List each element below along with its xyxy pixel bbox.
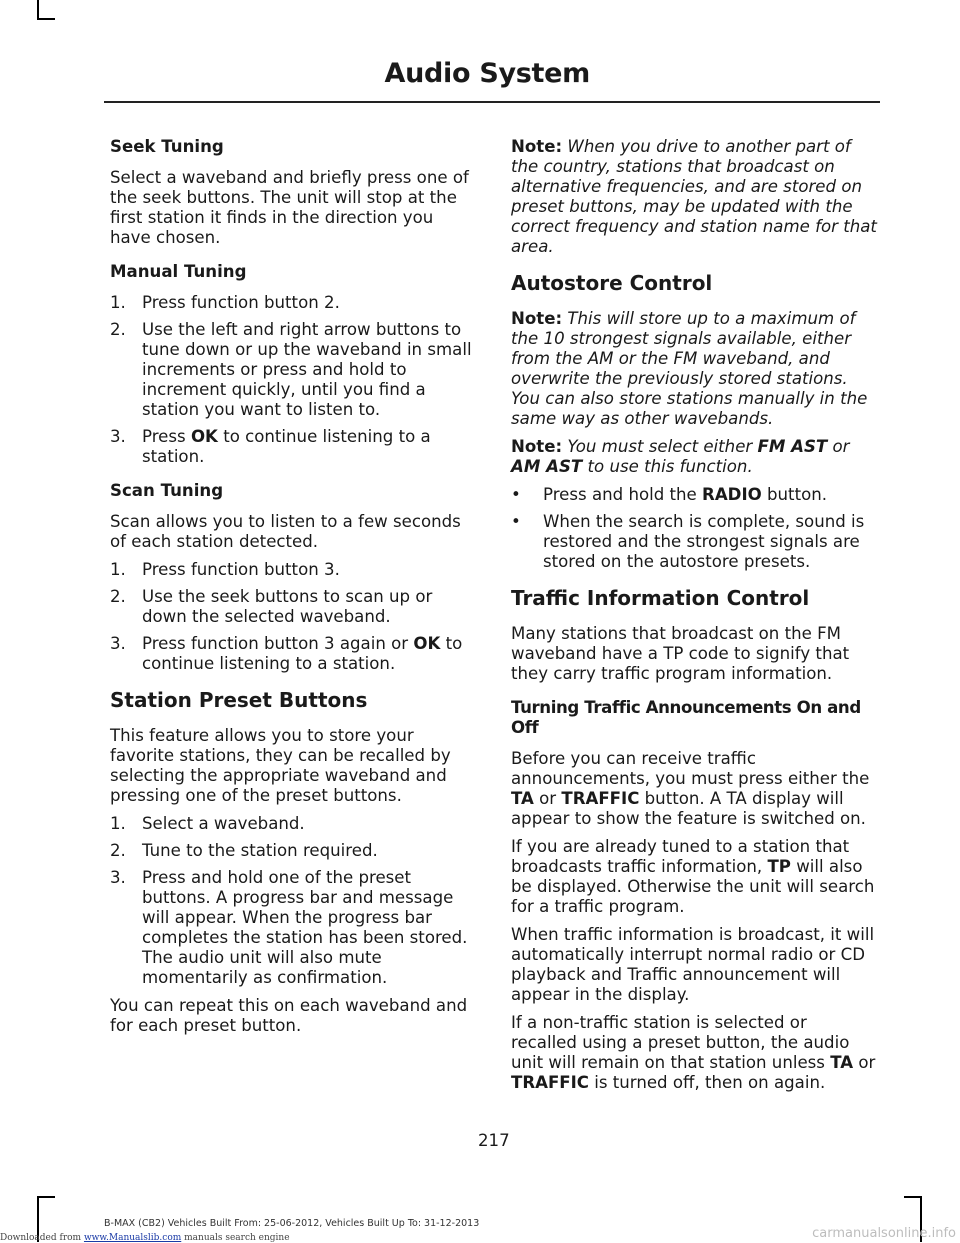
list-item bbox=[511, 485, 877, 505]
manual-tuning-heading: Manual Tuning bbox=[110, 262, 247, 281]
list-item bbox=[110, 634, 476, 674]
step-number: 2. bbox=[110, 587, 126, 606]
step-number: 2. bbox=[110, 841, 126, 860]
autostore-bullets bbox=[511, 485, 877, 572]
manual-tuning-steps bbox=[110, 293, 476, 467]
step-number: 1. bbox=[110, 560, 126, 579]
step-text: Press function button 2. bbox=[142, 293, 340, 312]
note-label: Note: bbox=[511, 137, 563, 156]
note-text: or bbox=[827, 437, 850, 456]
preset-repeat-text: You can repeat this on each waveband and for each preset button. bbox=[110, 996, 468, 1035]
step-text: to continue listening to a station. bbox=[142, 634, 463, 673]
note-text: This will store up to a maximum of the 10 strongest signals available, either from the AM or the FM waveband, and overwrite the previously stored stations. You can also store stations manually in the same way as other wavebands. bbox=[511, 309, 868, 428]
bullet-mark: • bbox=[511, 485, 521, 504]
note-label: Note: bbox=[511, 309, 563, 328]
step-number: 2. bbox=[110, 320, 126, 339]
traffic-button-label: TRAFFIC bbox=[511, 1073, 589, 1092]
list-item bbox=[110, 293, 476, 313]
ok-button-label: OK bbox=[190, 427, 218, 446]
note-label: Note: bbox=[511, 437, 563, 456]
text-run: or bbox=[853, 1053, 876, 1072]
station-preset-steps bbox=[110, 814, 476, 988]
scan-tuning-text: Scan allows you to listen to a few seconds of each station detected. bbox=[110, 512, 461, 551]
ta-paragraph-1 bbox=[511, 749, 877, 829]
text-run: Downloaded from bbox=[0, 1233, 84, 1243]
step-text: to continue listening to a station. bbox=[142, 427, 431, 466]
page-title: Audio System bbox=[384, 58, 590, 89]
list-item bbox=[110, 868, 476, 988]
scan-tuning-heading: Scan Tuning bbox=[110, 481, 224, 500]
ta-button-label: TA bbox=[511, 789, 534, 808]
text-run: is turned off, then on again. bbox=[588, 1073, 826, 1092]
list-item bbox=[110, 320, 476, 420]
text-run: will also be displayed. Otherwise the unit will search for a traffic program. bbox=[511, 857, 875, 916]
ta-button-label: TA bbox=[830, 1053, 854, 1072]
ok-button-label: OK bbox=[413, 634, 441, 653]
bullet-mark: • bbox=[511, 512, 521, 531]
note-text: to use this function. bbox=[582, 457, 753, 476]
step-number: 3. bbox=[110, 868, 126, 887]
ta-paragraph-2 bbox=[511, 837, 877, 917]
text-run: or bbox=[533, 789, 562, 808]
seek-tuning-text: Select a waveband and briefly press one of the seek buttons. The unit will stop at the first station it finds in the direction you have chosen. bbox=[110, 168, 469, 247]
note-text: When you drive to another part of the country, stations that broadcast on alternative frequencies, and are stored on preset buttons, may be updated with the correct frequency and station name for that area. bbox=[511, 137, 877, 256]
seek-tuning-heading: Seek Tuning bbox=[110, 137, 224, 156]
list-item bbox=[110, 587, 476, 627]
step-number: 3. bbox=[110, 634, 126, 653]
tp-label: TP bbox=[767, 857, 791, 876]
radio-button-label: RADIO bbox=[702, 485, 762, 504]
list-item bbox=[110, 560, 476, 580]
list-item bbox=[110, 814, 476, 834]
ta-paragraph-3: When traffic information is broadcast, it will automatically interrupt normal radio or CD playback and Traffic announcement will appear in the display. bbox=[511, 925, 875, 1004]
bullet-text: button. bbox=[761, 485, 828, 504]
crop-mark bbox=[37, 18, 55, 20]
step-text: Press function button 3. bbox=[142, 560, 340, 579]
note-autostore-max bbox=[511, 309, 877, 429]
text-run: manuals search engine bbox=[181, 1233, 290, 1243]
bullet-text: Press and hold the bbox=[543, 485, 703, 504]
step-number: 1. bbox=[110, 814, 126, 833]
step-text: Press and hold one of the preset buttons. A progress bar and message will appear. When the progress bar completes the station has been stored. The audio unit will also mute momentarily as confirmation. bbox=[142, 868, 468, 987]
scan-tuning-steps bbox=[110, 560, 476, 674]
crop-mark bbox=[37, 1196, 55, 1198]
manualslib-link[interactable]: www.Manualslib.com bbox=[83, 1233, 182, 1243]
right-column bbox=[511, 137, 877, 1101]
text-run: button. A TA display will appear to show the feature is switched on. bbox=[511, 789, 866, 828]
traffic-button-label: TRAFFIC bbox=[561, 789, 640, 808]
step-text: Select a waveband. bbox=[142, 814, 305, 833]
station-preset-heading: Station Preset Buttons bbox=[110, 688, 368, 712]
step-text: Use the left and right arrow buttons to tune down or up the waveband in small increments or press and hold to increment quickly, until you find a station you want to listen to. bbox=[142, 320, 472, 419]
note-alternative-frequencies bbox=[511, 137, 877, 257]
autostore-heading: Autostore Control bbox=[511, 271, 713, 295]
note-text: You must select either bbox=[567, 437, 758, 456]
traffic-info-text: Many stations that broadcast on the FM waveband have a TP code to signify that they carry traffic program information. bbox=[511, 624, 850, 683]
step-text: Press bbox=[142, 427, 191, 446]
traffic-info-heading: Traffic Information Control bbox=[511, 586, 810, 610]
text-run: Before you can receive traffic announcements, you must press either the bbox=[511, 749, 870, 788]
step-text: Use the seek buttons to scan up or down the selected waveband. bbox=[142, 587, 433, 626]
text-run: If a non-traffic station is selected or recalled using a preset button, the audio unit will remain on that station unless bbox=[511, 1013, 850, 1072]
step-text: Tune to the station required. bbox=[142, 841, 378, 860]
traffic-announcements-heading: Turning Traffic Announcements On and Off bbox=[511, 698, 861, 737]
text-run: If you are already tuned to a station that broadcasts traffic information, bbox=[511, 837, 850, 876]
note-autostore-select bbox=[511, 437, 877, 477]
bullet-text: When the search is complete, sound is restored and the strongest signals are stored on the autostore presets. bbox=[543, 512, 865, 571]
ta-paragraph-4 bbox=[511, 1013, 877, 1093]
crop-mark bbox=[37, 0, 39, 19]
step-number: 1. bbox=[110, 293, 126, 312]
step-text: Press function button 3 again or bbox=[142, 634, 414, 653]
step-number: 3. bbox=[110, 427, 126, 446]
list-item bbox=[511, 512, 877, 572]
station-preset-text: This feature allows you to store your favorite stations, they can be recalled by selecting the appropriate waveband and pressing one of the preset buttons. bbox=[110, 726, 451, 805]
vehicle-info-footer: B-MAX (CB2) Vehicles Built From: 25-06-2012, Vehicles Built Up To: 31-12-2013 bbox=[104, 1218, 480, 1229]
fm-ast-label: FM AST bbox=[757, 437, 828, 456]
watermark: carmanualsonline.info bbox=[812, 1226, 956, 1241]
am-ast-label: AM AST bbox=[511, 457, 583, 476]
left-column bbox=[110, 137, 476, 1044]
page-number: 217 bbox=[478, 1131, 510, 1150]
list-item bbox=[110, 841, 476, 861]
list-item bbox=[110, 427, 476, 467]
header-rule bbox=[104, 101, 880, 103]
